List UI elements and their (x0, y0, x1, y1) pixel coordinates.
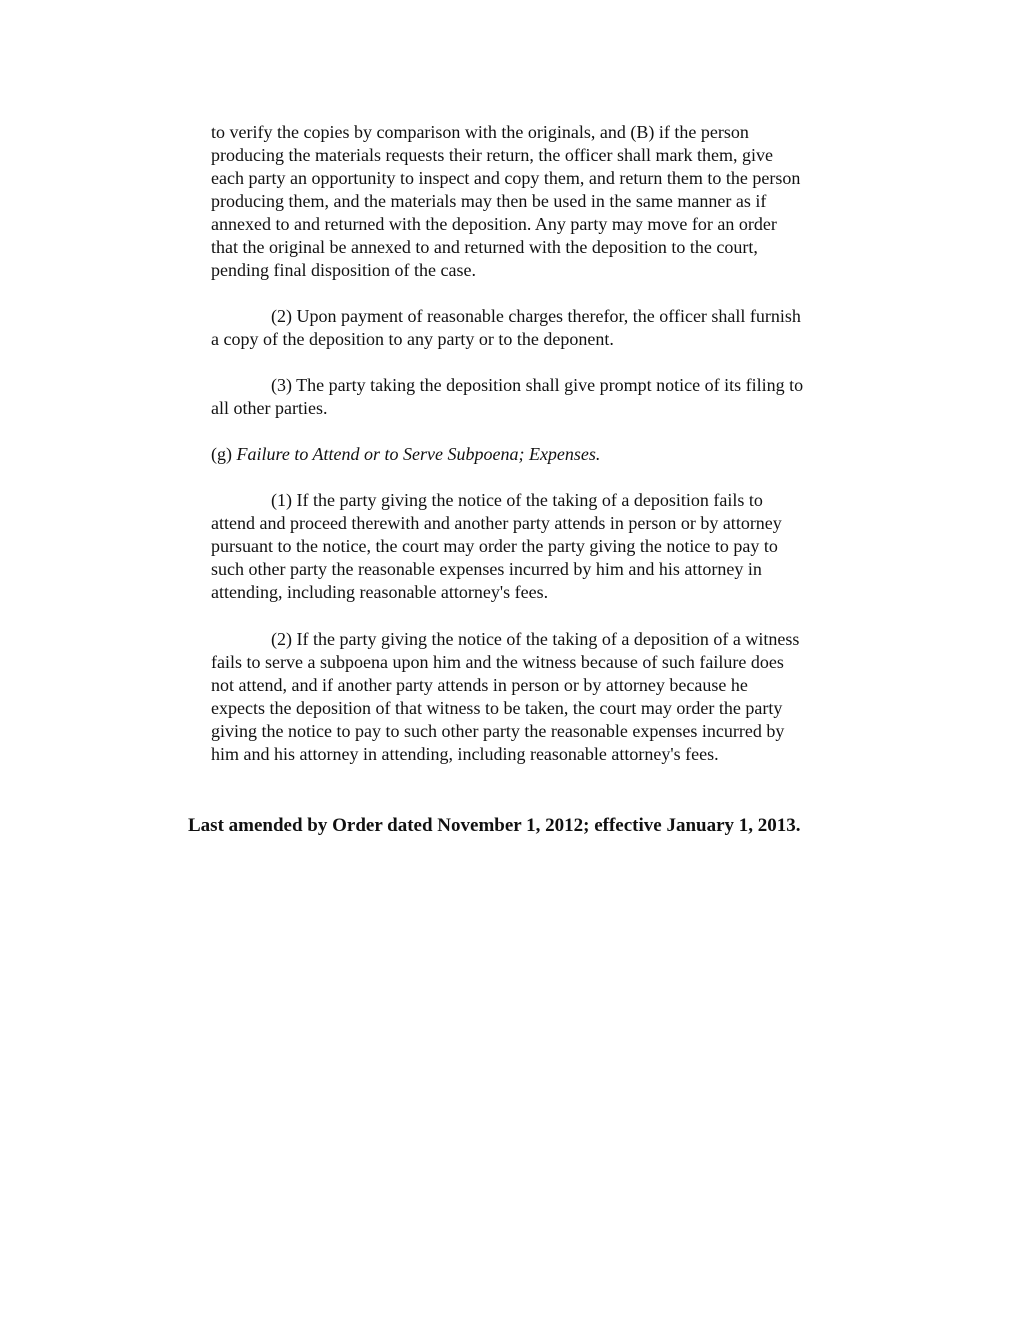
paragraph-g2: (2) If the party giving the notice of the taking of a deposition of a witness fails to serve a subpoena upon him and the witness because of such failure does not attend, and if another party attends in person or by attorney because he expects the deposition of that witness to be taken, the court may order the party giving the notice to pay to such other party the reasonable expenses incurred by him and his attorney in attending, including reasonable attorney's fees. (211, 629, 800, 764)
paragraph-f2: (2) Upon payment of reasonable charges therefor, the officer shall furnish a copy of the deposition to any party or to the deponent. (211, 306, 801, 349)
amendment-note: Last amended by Order dated November 1, 2012; effective January 1, 2013. (188, 815, 801, 836)
paragraph-g1: (1) If the party giving the notice of the taking of a deposition fails to attend and proceed therewith and another party attends in person or by attorney pursuant to the notice, the court may order the party giving the notice to pay to such other party the reasonable expenses incurred by him and his attorney in attending, including reasonable attorney's fees. (211, 490, 782, 602)
section-g-prefix: (g) (211, 444, 237, 464)
paragraph-f3: (3) The party taking the deposition shall give prompt notice of its filing to all other parties. (211, 375, 804, 418)
section-g-title: Failure to Attend or to Serve Subpoena; Expenses. (236, 444, 601, 464)
paragraph-continuation: to verify the copies by comparison with the originals, and (B) if the person producing the materials requests their return, the officer shall mark them, give each party an opportunity to inspect and copy them, and return them to the person producing them, and the materials may then be used in the same manner as if annexed to and returned with the deposition. Any party may move for an order that the original be annexed to and returned with the deposition to the court, pending final disposition of the case. (211, 122, 801, 280)
section-g-heading (211, 443, 881, 466)
